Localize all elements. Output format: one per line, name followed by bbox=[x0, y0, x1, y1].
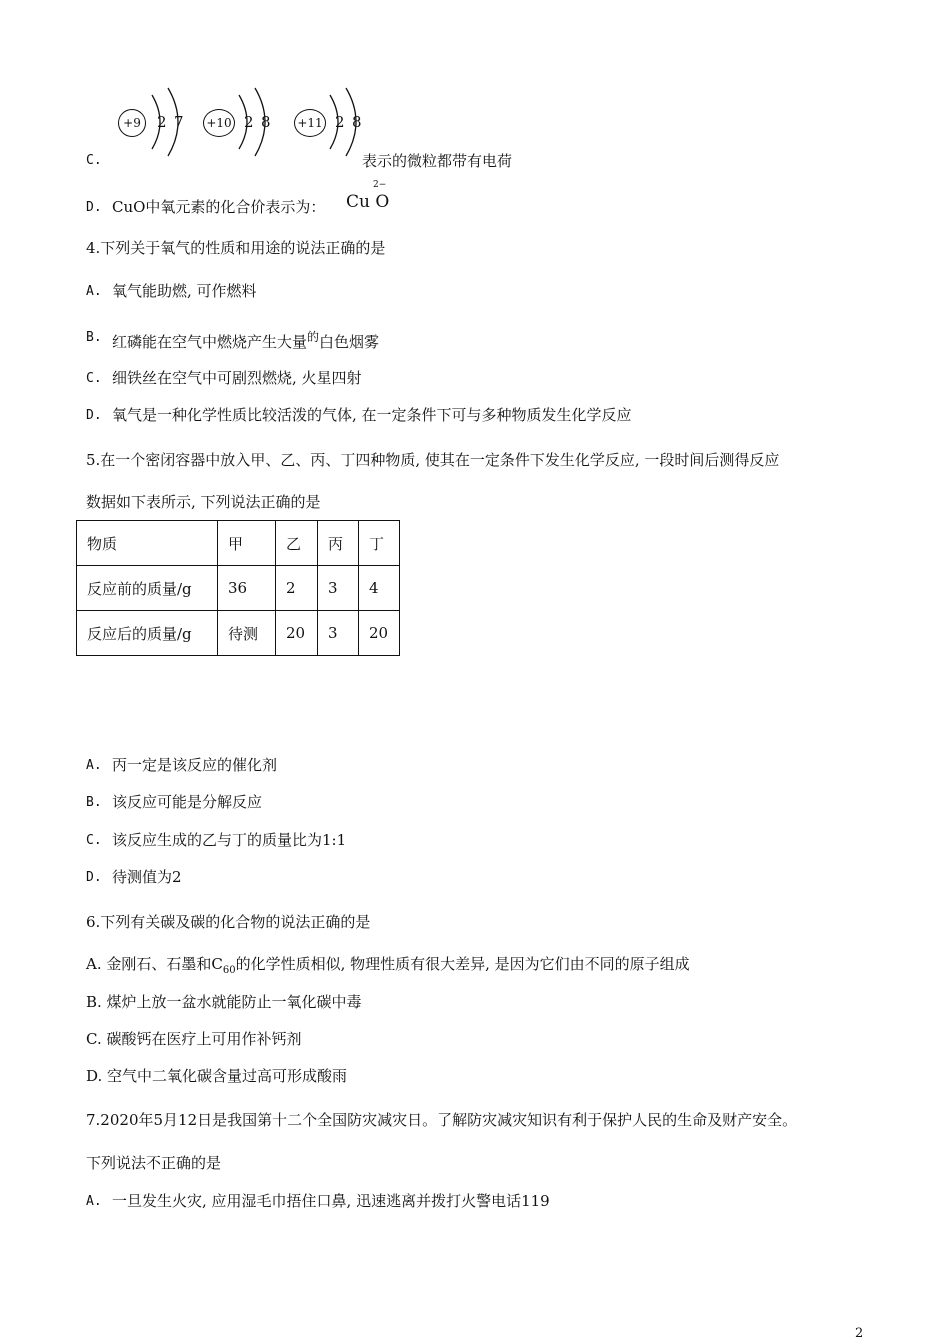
question-stem: 6.下列有关碳及碳的化合物的说法正确的是 bbox=[86, 913, 371, 931]
question-stem: 4.下列关于氧气的性质和用途的说法正确的是 bbox=[86, 239, 386, 257]
question-stem-continued: 数据如下表所示, 下列说法正确的是 bbox=[86, 493, 321, 511]
shell-1-electrons: 2 bbox=[157, 113, 167, 131]
question-stem: 7.2020年5月12日是我国第十二个全国防灾减灾日。了解防灾减灾知识有利于保护人民的生命及财产安全。 bbox=[86, 1111, 798, 1129]
option-text: 表示的微粒都带有电荷 bbox=[362, 152, 513, 170]
option-text: 氧气是一种化学性质比较活泼的气体, 在一定条件下可与多种物质发生化学反应 bbox=[112, 406, 632, 424]
option-text: 细铁丝在空气中可剧烈燃烧, 火星四射 bbox=[112, 369, 362, 387]
question-stem: 5.在一个密闭容器中放入甲、乙、丙、丁四种物质, 使其在一定条件下发生化学反应, 一段时间后测得反应 bbox=[86, 451, 780, 469]
table-cell: 反应后的质量/g bbox=[77, 611, 218, 656]
reaction-data-table bbox=[76, 520, 400, 656]
atom-diagram-neon bbox=[195, 85, 280, 160]
valence-label: 2− bbox=[373, 180, 387, 190]
atom-structure-diagrams bbox=[110, 85, 370, 160]
option-text: 该反应可能是分解反应 bbox=[112, 793, 263, 811]
table-cell: 3 bbox=[318, 566, 359, 611]
option-d: D. 空气中二氧化碳含量过高可形成酸雨 bbox=[86, 1067, 348, 1085]
option-b: B. 煤炉上放一盆水就能防止一氧化碳中毒 bbox=[86, 993, 362, 1011]
table-cell: 待测 bbox=[218, 611, 276, 656]
option-c: C. 碳酸钙在医疗上可用作补钙剂 bbox=[86, 1030, 302, 1048]
table-row bbox=[77, 611, 400, 656]
option-text: CuO中氧元素的化合价表示为： bbox=[112, 198, 326, 216]
shell-2-electrons: 7 bbox=[174, 113, 184, 131]
valence-notation bbox=[345, 180, 395, 214]
option-text: 该反应生成的乙与丁的质量比为1:1 bbox=[112, 831, 347, 849]
chemical-formula: Cu O bbox=[346, 192, 390, 212]
option-text: 待测值为2 bbox=[112, 868, 182, 886]
table-cell: 乙 bbox=[276, 521, 318, 566]
table-cell: 2 bbox=[276, 566, 318, 611]
table-cell: 4 bbox=[359, 566, 400, 611]
table-header-row bbox=[77, 521, 400, 566]
option-letter: C. bbox=[86, 833, 102, 848]
table-cell: 甲 bbox=[218, 521, 276, 566]
table-cell: 丁 bbox=[359, 521, 400, 566]
option-a: A. 金刚石、石墨和$C_{60}$的化学性质相似, 物理性质有很大差异, 是因为它们由不同的原子组成 bbox=[86, 955, 690, 976]
table-cell: 20 bbox=[276, 611, 318, 656]
option-letter: A. bbox=[86, 284, 102, 299]
option-letter: A. bbox=[86, 1194, 102, 1209]
table-cell: 物质 bbox=[77, 521, 218, 566]
shell-1-electrons: 2 bbox=[244, 113, 254, 131]
option-letter: A. bbox=[86, 758, 102, 773]
shell-2-electrons: 8 bbox=[261, 113, 271, 131]
question-stem-continued: 下列说法不正确的是 bbox=[86, 1154, 222, 1172]
option-letter: C. bbox=[86, 371, 102, 386]
option-text: 一旦发生火灾, 应用湿毛巾捂住口鼻, 迅速逃离并拨打火警电话119 bbox=[112, 1192, 550, 1210]
nucleus: +10 bbox=[203, 109, 235, 137]
table-cell: 丙 bbox=[318, 521, 359, 566]
option-letter: D. bbox=[86, 408, 102, 423]
shell-1-electrons: 2 bbox=[335, 113, 345, 131]
table-cell: 20 bbox=[359, 611, 400, 656]
option-text: 丙一定是该反应的催化剂 bbox=[112, 756, 278, 774]
shell-2-electrons: 8 bbox=[352, 113, 362, 131]
nucleus: +11 bbox=[294, 109, 326, 137]
table-cell: 反应前的质量/g bbox=[77, 566, 218, 611]
atom-diagram-fluorine bbox=[110, 85, 195, 160]
option-letter: C. bbox=[86, 153, 102, 168]
table-cell: 36 bbox=[218, 566, 276, 611]
table-cell: 3 bbox=[318, 611, 359, 656]
page-number: 2 bbox=[855, 1326, 864, 1341]
option-letter: B. bbox=[86, 330, 102, 345]
option-text: 红磷能在空气中燃烧产生大量$^的$白色烟雾 bbox=[112, 330, 380, 351]
option-text: 氧气能助燃, 可作燃料 bbox=[112, 282, 257, 300]
option-letter: D. bbox=[86, 870, 102, 885]
option-letter: D. bbox=[86, 200, 102, 215]
table-row bbox=[77, 566, 400, 611]
atom-diagram-sodium-ion bbox=[286, 85, 371, 160]
nucleus: +9 bbox=[118, 109, 146, 137]
option-letter: B. bbox=[86, 795, 102, 810]
